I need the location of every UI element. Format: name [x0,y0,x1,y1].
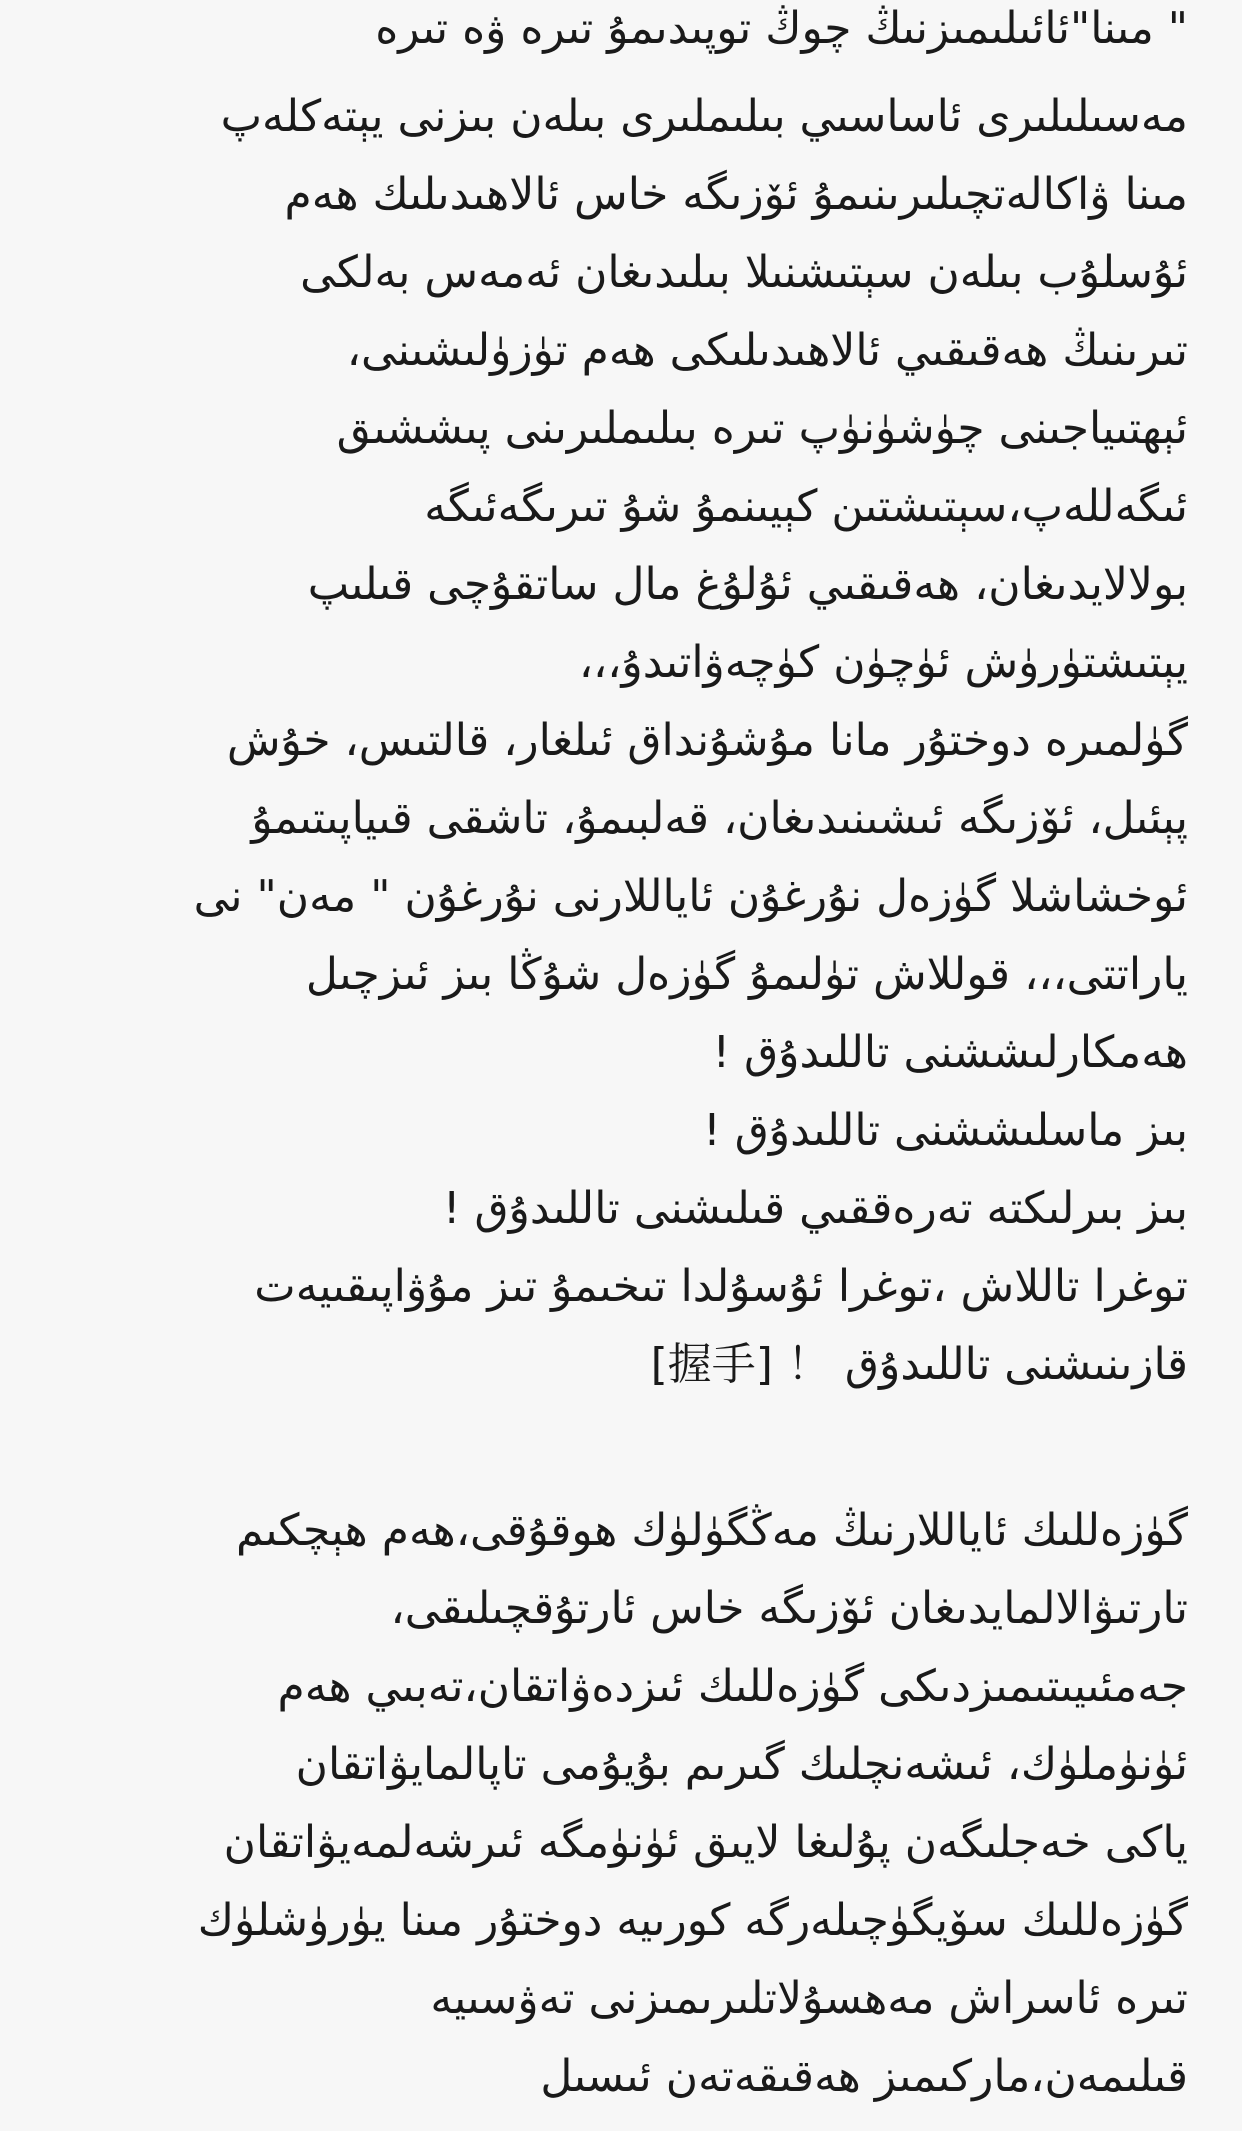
text-line: بىز بىرلىكتە تەرەققىي قىلىشنى تاللىدۇق ! [442,1183,1188,1234]
text-line: بىز ماسلىششنى تاللىدۇق ! [703,1105,1188,1156]
text-line: توغرا تاللاش ،توغرا ئۇسۇلدا تىخىمۇ تىز مۇۋاپىقىيەت [254,1261,1188,1312]
text-line: ئۇسلۇب بىلەن سېتىشنىلا بىلىدىغان ئەمەس بەلكى [300,247,1188,298]
text-line: ياكى خەجلىگەن پۇلىغا لايىق ئۈنۈمگە ئىرشەلمەيۋاتقان [223,1817,1188,1868]
text-line: قازىنىشنى تاللىدۇق ！ [握手] [650,1339,1188,1390]
text-line: گۈزەللىك سۆيگۈچىلەرگە كورىيە دوختۇر مىنا يۈرۈشلۈك [197,1895,1188,1946]
text-line: تىرىنىڭ ھەقىقىي ئالاھىدىلىكى ھەم تۈزۈلىشىنى، [346,325,1188,376]
text-line: ھەمكارلىششنى تاللىدۇق ! [712,1027,1188,1078]
text-line: ياراتتى،،، قوللاش تۈلىمۇ گۈزەل شۇڭا بىز ئىزچىل [305,949,1188,1000]
text-line: مەسىلىلىرى ئاساسىي بىلىملىرى بىلەن بىزنى يېتەكلەپ [220,91,1188,142]
text-line: " مىنا"ئائىلىمىزنىڭ چوڭ توپىدىمۇ تىرە ۋە تىرە [375,3,1188,54]
text-line: ئىگەللەپ،سېتىشتىن كېيىنمۇ شۇ تىرىگەئىگە [424,481,1188,532]
text-line: پېئىل، ئۆزىگە ئىشىنىدىغان، قەلبىمۇ، تاشقى قىياپىتىمۇ [251,793,1188,844]
text-line: بولالايدىغان، ھەقىقىي ئۇلۇغ مال ساتقۇچى قىلىپ [307,559,1188,610]
text-line: ئېھتىياجىنى چۈشۈنۈپ تىرە بىلىملىرىنى پىششىق [336,403,1188,454]
text-line: جەمئىيىتىمىزدىكى گۈزەللىك ئىزدەۋاتقان،تەبىي ھەم [277,1661,1188,1712]
text-line: گۈزەللىك ئاياللارنىڭ مەڭگۈلۈك ھوقۇقى،ھەم ھېچكىم [236,1505,1188,1556]
text-line: تارتىۋالالمايدىغان ئۆزىگە خاس ئارتۇقچىلىقى، [390,1583,1188,1634]
text-line: تىرە ئاسراش مەھسۇلاتلىرىمىزنى تەۋسىيە [430,1973,1188,2024]
text-line: مىنا ۋاكالەتچىلىرىنىمۇ ئۆزىگە خاس ئالاھىدىلىك ھەم [284,169,1188,220]
text-line: گۈلمىرە دوختۇر مانا مۇشۇنداق ئىلغار، قالتىس، خۇش [226,715,1188,766]
text-line: ئوخشاشلا گۈزەل نۇرغۇن ئاياللارنى نۇرغۇن " مەن" نى [193,871,1188,922]
text-line: يېتىشتۈرۈش ئۈچۈن كۈچەۋاتىدۇ،،، [578,637,1188,688]
text-line: قىلىمەن،ماركىمىز ھەقىقەتەن ئىسىل [540,2051,1188,2102]
text-line: ئۈنۈملۈك، ئىشەنچلىك گىرىم بۇيۇمى تاپالمايۋاتقان [295,1739,1188,1790]
